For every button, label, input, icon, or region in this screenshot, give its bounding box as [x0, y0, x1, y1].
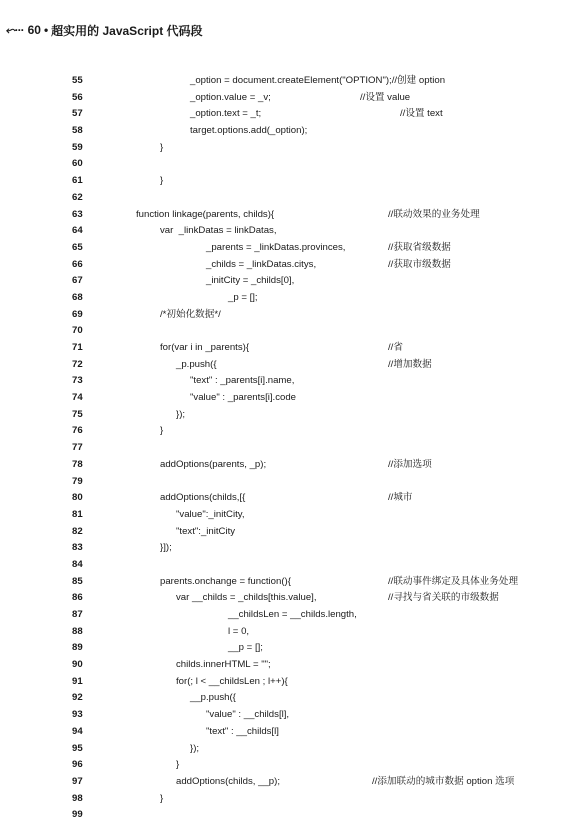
line-number: 86	[72, 592, 83, 604]
book-title: 超实用的 JavaScript 代码段	[51, 23, 203, 38]
code-line	[0, 474, 572, 491]
line-number: 58	[72, 125, 83, 137]
code-line	[0, 741, 572, 758]
line-number: 69	[72, 308, 83, 320]
code-line	[0, 791, 572, 808]
code-text: "text" : __childs[l]	[206, 725, 279, 737]
line-number: 55	[72, 75, 83, 86]
line-number: 98	[72, 792, 83, 804]
line-number: 93	[72, 709, 83, 721]
line-number: 81	[72, 508, 83, 520]
line-number: 90	[72, 659, 83, 671]
line-number: 95	[72, 742, 83, 754]
code-line	[0, 407, 572, 424]
code-line	[0, 457, 572, 474]
code-line	[0, 757, 572, 774]
code-line	[0, 774, 572, 791]
code-line	[0, 657, 572, 674]
code-comment: //设置 value	[360, 91, 411, 103]
line-number: 71	[72, 342, 83, 353]
code-text: "text":_initCity	[176, 525, 236, 537]
code-text: _option.value = _v;	[190, 91, 271, 103]
line-number: 77	[72, 442, 83, 454]
line-number: 66	[72, 258, 83, 270]
code-line	[0, 90, 572, 107]
code-text: var __childs = _childs[this.value],	[176, 592, 317, 604]
code-text: __p.push({	[190, 692, 236, 704]
code-line	[0, 640, 572, 657]
code-line	[0, 440, 572, 457]
code-line	[0, 607, 572, 624]
line-number: 57	[72, 108, 83, 120]
page-number: 60	[27, 23, 41, 37]
code-text: parents.onchange = function(){	[160, 575, 291, 587]
code-text: "value" : _parents[i].code	[190, 392, 297, 404]
line-number: 76	[72, 425, 83, 437]
code-text: var _linkDatas = linkDatas,	[160, 225, 277, 237]
code-line	[0, 207, 572, 224]
line-number: 87	[72, 609, 83, 620]
line-number: 73	[72, 375, 83, 387]
code-text: }]);	[160, 542, 172, 554]
code-text: function linkage(parents, childs){	[136, 208, 275, 220]
line-number: 65	[72, 241, 83, 253]
code-text: _option.text = _t;	[190, 108, 262, 120]
code-comment: //添加联动的城市数据 option 选项	[372, 775, 515, 787]
code-line	[0, 357, 572, 374]
code-text: childs.innerHTML = "";	[176, 659, 271, 671]
line-number: 64	[72, 225, 83, 237]
code-text: /*初始化数据*/	[160, 308, 221, 320]
code-line	[0, 323, 572, 340]
line-number: 79	[72, 475, 83, 487]
code-comment: //增加数据	[388, 358, 432, 370]
line-number: 72	[72, 358, 83, 370]
code-line	[0, 257, 572, 274]
code-line	[0, 390, 572, 407]
code-line	[0, 73, 572, 90]
line-number: 94	[72, 725, 83, 737]
code-line	[0, 690, 572, 707]
page-header	[6, 21, 203, 39]
code-line	[0, 524, 572, 541]
code-listing	[0, 73, 572, 824]
line-number: 74	[72, 392, 83, 404]
code-comment: //添加选项	[388, 458, 432, 470]
line-number: 60	[72, 158, 83, 170]
code-line	[0, 173, 572, 190]
line-number: 70	[72, 325, 83, 337]
code-text: _initCity = _childs[0],	[206, 275, 295, 287]
code-line	[0, 624, 572, 641]
code-text: }	[176, 759, 180, 771]
code-text: }	[160, 141, 164, 153]
code-text: }	[160, 792, 164, 804]
code-comment: //获取省级数据	[388, 241, 451, 253]
code-text: _p.push({	[176, 358, 217, 370]
code-comment: //寻找与省关联的市级数据	[388, 592, 499, 604]
code-text: });	[190, 742, 200, 754]
code-text: "value" : __childs[l],	[206, 709, 290, 721]
code-line	[0, 807, 572, 824]
code-line	[0, 223, 572, 240]
line-number: 62	[72, 191, 83, 203]
code-line	[0, 557, 572, 574]
code-text: addOptions(parents, _p);	[160, 458, 267, 470]
code-comment: //联动事件绑定及具体业务处理	[388, 575, 519, 587]
code-comment: //联动效果的业务处理	[388, 208, 480, 220]
code-text: });	[176, 408, 186, 420]
code-text: addOptions(childs,[{	[160, 492, 246, 504]
code-text: for(; l < __childsLen ; l++){	[176, 675, 288, 687]
code-text: __childsLen = __childs.length,	[228, 609, 357, 620]
code-text: _parents = _linkDatas.provinces,	[206, 241, 346, 253]
code-line	[0, 273, 572, 290]
line-number: 85	[72, 575, 83, 587]
code-line	[0, 590, 572, 607]
code-line	[0, 490, 572, 507]
line-number: 68	[72, 291, 83, 303]
code-line	[0, 340, 572, 357]
line-number: 99	[72, 809, 83, 821]
line-number: 59	[72, 141, 83, 153]
code-line	[0, 307, 572, 324]
line-number: 92	[72, 692, 83, 704]
line-number: 78	[72, 458, 83, 470]
code-text: __p = [];	[228, 642, 263, 654]
line-number: 61	[72, 175, 83, 187]
code-line	[0, 423, 572, 440]
code-text: addOptions(childs, __p);	[176, 775, 280, 787]
line-number: 97	[72, 775, 83, 787]
code-line	[0, 190, 572, 207]
line-number: 63	[72, 208, 83, 220]
line-number: 80	[72, 492, 83, 504]
line-number: 91	[72, 675, 83, 687]
code-line	[0, 540, 572, 557]
code-text: for(var i in _parents){	[160, 342, 250, 353]
line-number: 82	[72, 525, 83, 537]
code-line	[0, 674, 572, 691]
code-line	[0, 240, 572, 257]
line-number: 88	[72, 625, 83, 637]
line-number: 89	[72, 642, 83, 654]
code-text: }	[160, 425, 164, 437]
code-line	[0, 707, 572, 724]
code-text: _childs = _linkDatas.citys,	[206, 258, 317, 270]
code-line	[0, 507, 572, 524]
code-comment: //设置 text	[400, 108, 443, 120]
line-number: 75	[72, 408, 83, 420]
line-number: 56	[72, 91, 83, 103]
code-comment: //城市	[388, 492, 413, 504]
code-line	[0, 290, 572, 307]
code-comment: //省	[388, 342, 403, 353]
line-number: 84	[72, 558, 83, 570]
code-line	[0, 106, 572, 123]
code-line	[0, 140, 572, 157]
code-text: "text" : _parents[i].name,	[190, 375, 295, 387]
code-line	[0, 724, 572, 741]
code-line	[0, 574, 572, 591]
line-number: 96	[72, 759, 83, 771]
back-arrow-icon: ⬿···	[6, 22, 24, 37]
code-comment: //获取市级数据	[388, 258, 451, 270]
code-text: }	[160, 175, 164, 187]
line-number: 83	[72, 542, 83, 554]
code-text: "value":_initCity,	[176, 508, 245, 520]
line-number: 67	[72, 275, 83, 287]
code-line	[0, 123, 572, 140]
code-text: _option = document.createElement("OPTION");//创建 option	[190, 75, 446, 86]
code-line	[0, 373, 572, 390]
code-text: l = 0,	[228, 625, 250, 637]
code-text: _p = [];	[228, 291, 258, 303]
header-separator: •	[43, 23, 49, 37]
code-line	[0, 156, 572, 173]
code-text: target.options.add(_option);	[190, 125, 308, 137]
